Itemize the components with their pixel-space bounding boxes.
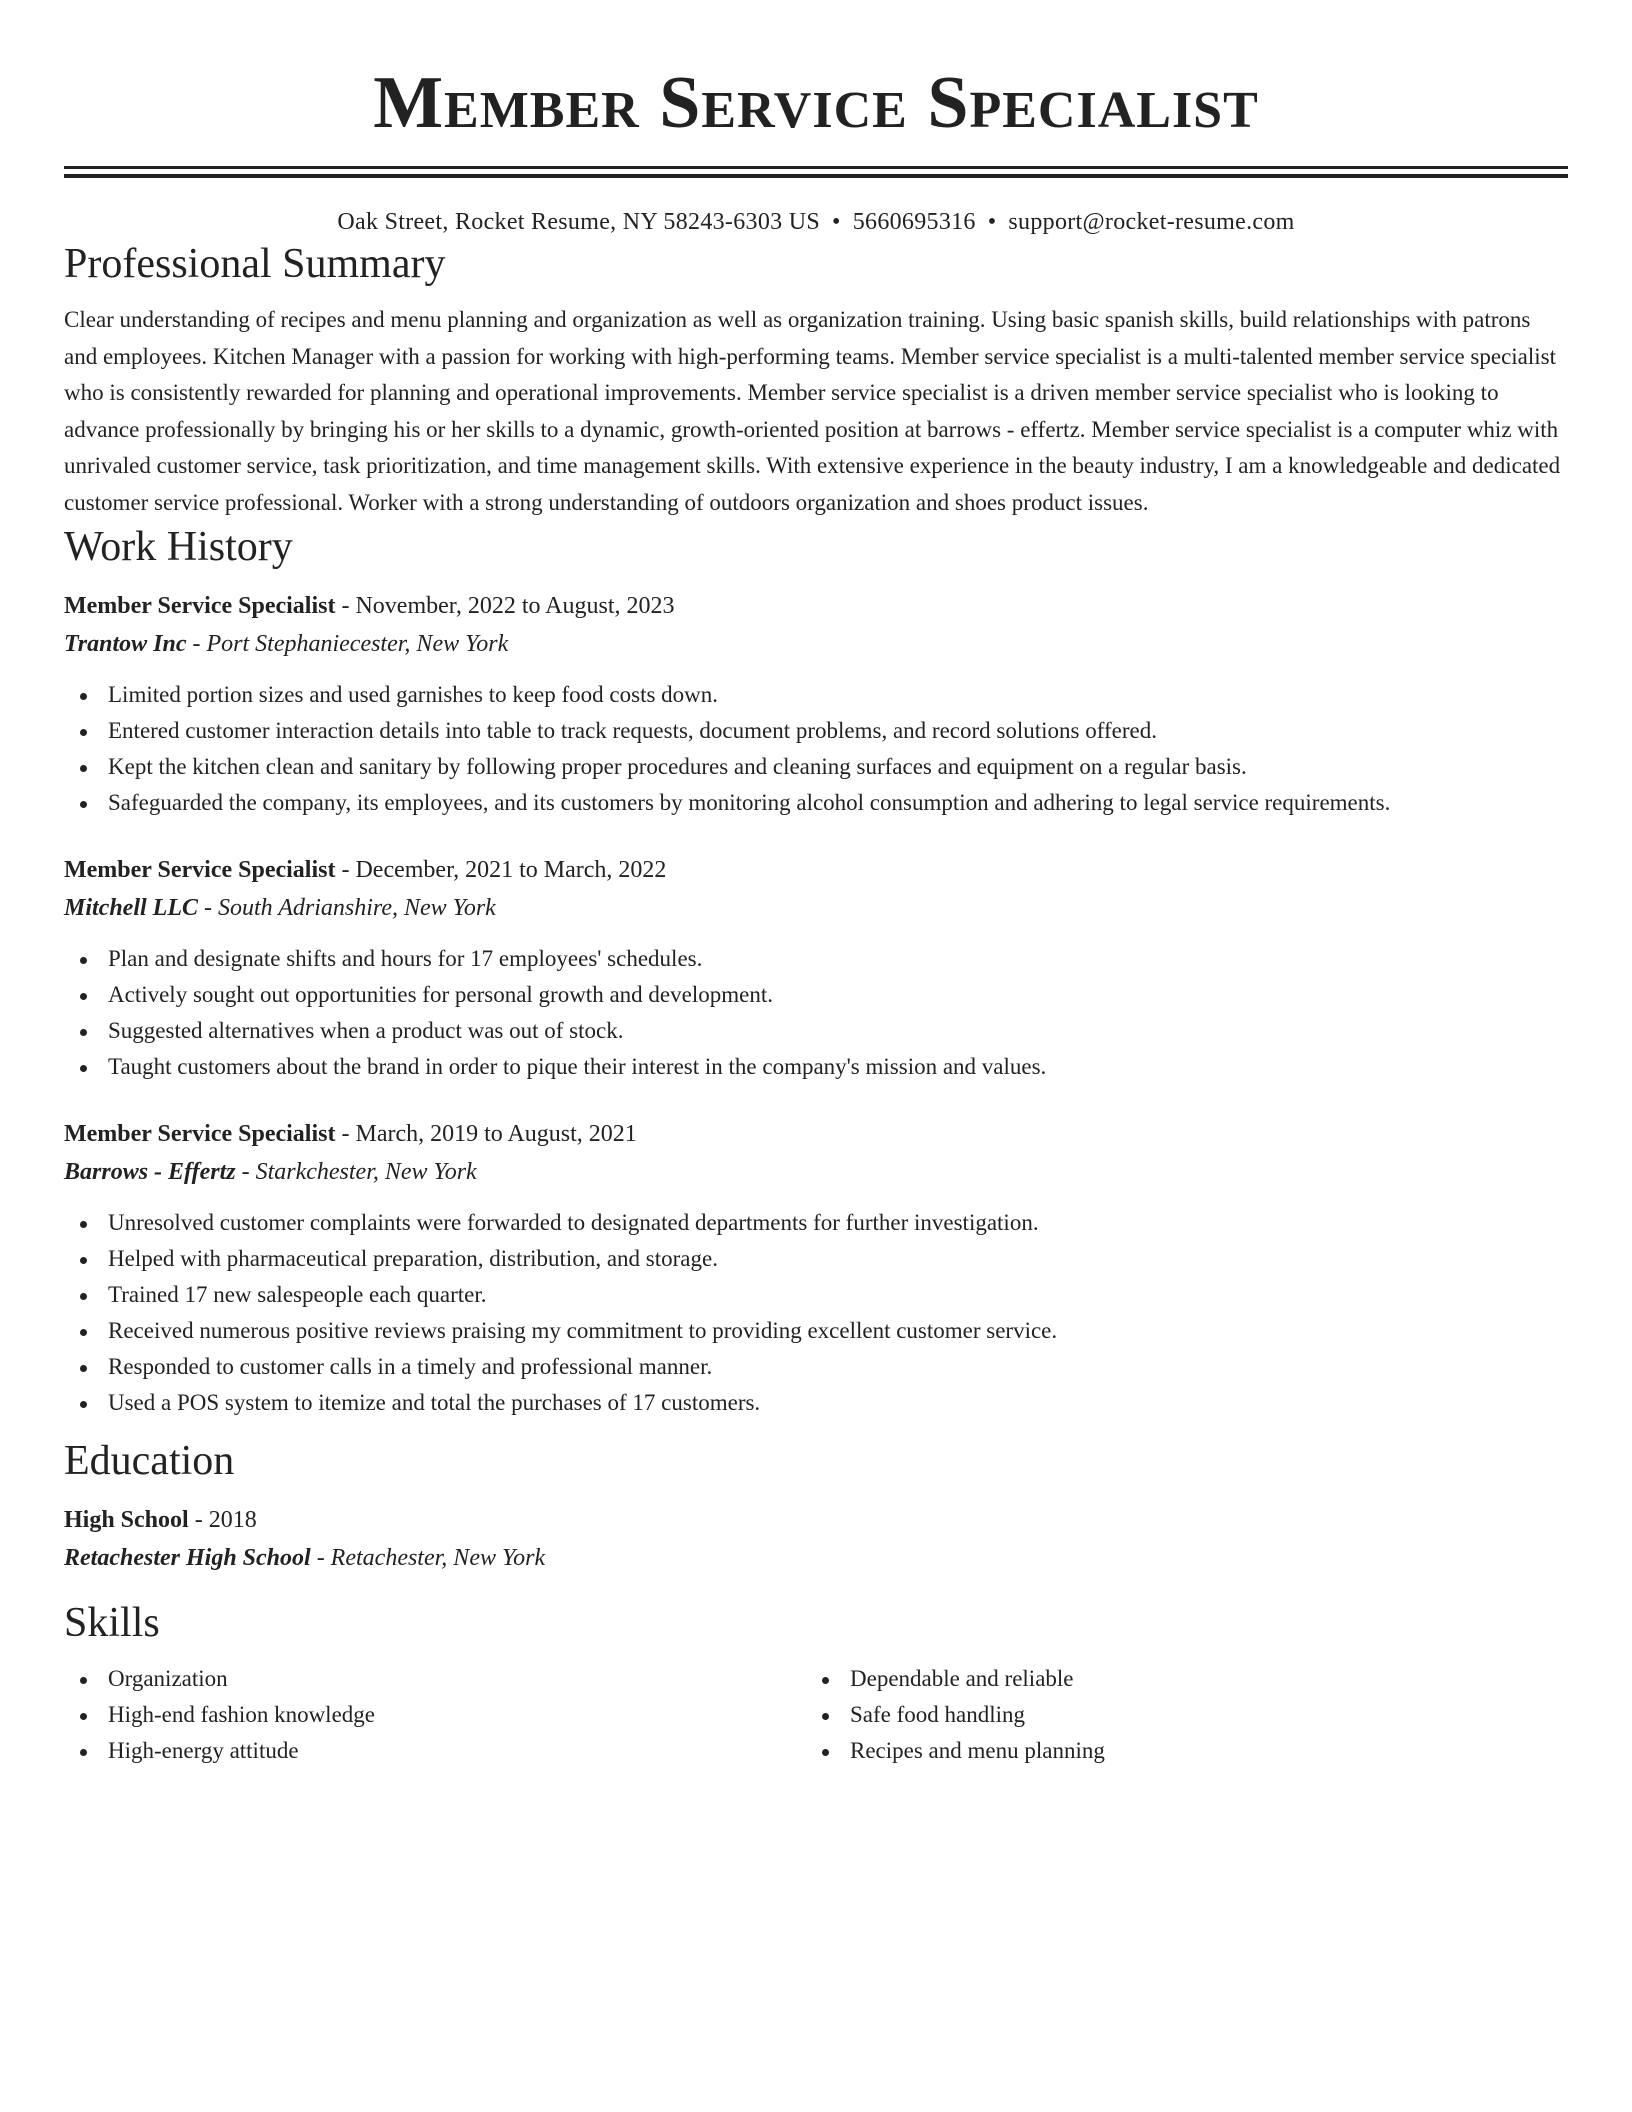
job-dates: - March, 2019 to August, 2021 <box>335 1121 637 1147</box>
job-title-line <box>64 851 1568 889</box>
job-title-line <box>64 587 1568 625</box>
work-history-heading: Work History <box>64 524 293 570</box>
job-company: Trantow Inc <box>64 631 187 657</box>
job-company-line <box>64 625 1568 663</box>
job-entry-3 <box>64 1115 1568 1421</box>
header-double-rule <box>64 166 1568 178</box>
job-bullet-list <box>64 1205 1568 1421</box>
job-bullet-list <box>64 677 1568 821</box>
education-school: Retachester High School <box>64 1545 311 1571</box>
education-degree: High School <box>64 1507 189 1533</box>
job-bullet: Actively sought out opportunities for personal growth and development. <box>64 977 1568 1013</box>
job-title-line <box>64 1115 1568 1153</box>
education-entry <box>64 1501 1568 1577</box>
education-location: - Retachester, New York <box>310 1545 546 1571</box>
job-bullet: Suggested alternatives when a product was out of stock. <box>64 1013 1568 1049</box>
skill-item: Dependable and reliable <box>806 1661 1548 1697</box>
contact-separator: • <box>832 209 841 235</box>
education-school-line <box>64 1539 1568 1577</box>
summary-paragraph: Clear understanding of recipes and menu planning and organization as well as organization training. Using basic spanish skills, build relationships with patrons and employees. Kitchen Manager with a passion for working with high-performing teams. Member service specialist is a multi-talented member service specialist who is consistently rewarded for planning and operational improvements. Member service specialist is a driven member service specialist who is looking to advance professionally by bringing his or her skills to a dynamic, growth-oriented position at barrows - effertz. Member service specialist is a computer whiz with unrivaled customer service, task prioritization, and time management skills. With extensive experience in the beauty industry, I am a knowledgeable and dedicated customer service professional. Worker with a strong understanding of outdoors organization and shoes product issues. <box>64 307 1561 515</box>
job-company: Mitchell LLC <box>64 895 198 921</box>
job-bullet: Responded to customer calls in a timely and professional manner. <box>64 1349 1568 1385</box>
resume-page <box>64 0 1568 1769</box>
job-bullet: Trained 17 new salespeople each quarter. <box>64 1277 1568 1313</box>
resume-name-heading: Member Service Specialist <box>373 62 1259 144</box>
job-bullet: Unresolved customer complaints were forwarded to designated departments for further investigation. <box>64 1205 1568 1241</box>
job-bullet: Kept the kitchen clean and sanitary by following proper procedures and cleaning surfaces and equipment on a regular basis. <box>64 749 1568 785</box>
job-entry-2 <box>64 851 1568 1085</box>
job-bullet: Entered customer interaction details into table to track requests, document problems, and record solutions offered. <box>64 713 1568 749</box>
contact-email: support@rocket-resume.com <box>1008 209 1295 235</box>
skill-item: Organization <box>64 1661 806 1697</box>
job-dates: - November, 2022 to August, 2023 <box>335 593 675 619</box>
job-location: - Starkchester, New York <box>235 1159 477 1185</box>
skills-list-right <box>806 1661 1548 1769</box>
job-bullet: Limited portion sizes and used garnishes to keep food costs down. <box>64 677 1568 713</box>
job-bullet: Taught customers about the brand in order to pique their interest in the company's mission and values. <box>64 1049 1568 1085</box>
skill-item: High-energy attitude <box>64 1733 806 1769</box>
job-bullet: Plan and designate shifts and hours for 17 employees' schedules. <box>64 941 1568 977</box>
education-year: - 2018 <box>188 1507 257 1533</box>
summary-heading: Professional Summary <box>64 241 446 287</box>
skills-grid <box>64 1661 1568 1769</box>
education-degree-line <box>64 1501 1568 1539</box>
skill-item: Safe food handling <box>806 1697 1548 1733</box>
job-company-line <box>64 1153 1568 1191</box>
job-dates: - December, 2021 to March, 2022 <box>335 857 667 883</box>
job-location: - South Adrianshire, New York <box>198 895 496 921</box>
contact-line <box>64 206 1568 238</box>
job-role: Member Service Specialist <box>64 857 336 883</box>
skill-item: High-end fashion knowledge <box>64 1697 806 1733</box>
job-bullet: Used a POS system to itemize and total the purchases of 17 customers. <box>64 1385 1568 1421</box>
job-location: - Port Stephaniecester, New York <box>186 631 509 657</box>
job-bullet: Helped with pharmaceutical preparation, distribution, and storage. <box>64 1241 1568 1277</box>
job-role: Member Service Specialist <box>64 593 336 619</box>
skills-heading: Skills <box>64 1600 160 1646</box>
job-company: Barrows - Effertz <box>64 1159 236 1185</box>
job-bullet: Safeguarded the company, its employees, and its customers by monitoring alcohol consumption and adhering to legal service requirements. <box>64 785 1568 821</box>
contact-separator: • <box>987 209 997 235</box>
skills-list-left <box>64 1661 806 1769</box>
education-heading: Education <box>64 1438 235 1484</box>
job-bullet: Received numerous positive reviews praising my commitment to providing excellent customer service. <box>64 1313 1568 1349</box>
job-company-line <box>64 889 1568 927</box>
contact-phone: 5660695316 <box>852 209 976 235</box>
job-bullet-list <box>64 941 1568 1085</box>
contact-address: Oak Street, Rocket Resume, NY 58243-6303 US <box>337 209 821 235</box>
job-entry-1 <box>64 587 1568 821</box>
job-role: Member Service Specialist <box>64 1121 336 1147</box>
skill-item: Recipes and menu planning <box>806 1733 1548 1769</box>
